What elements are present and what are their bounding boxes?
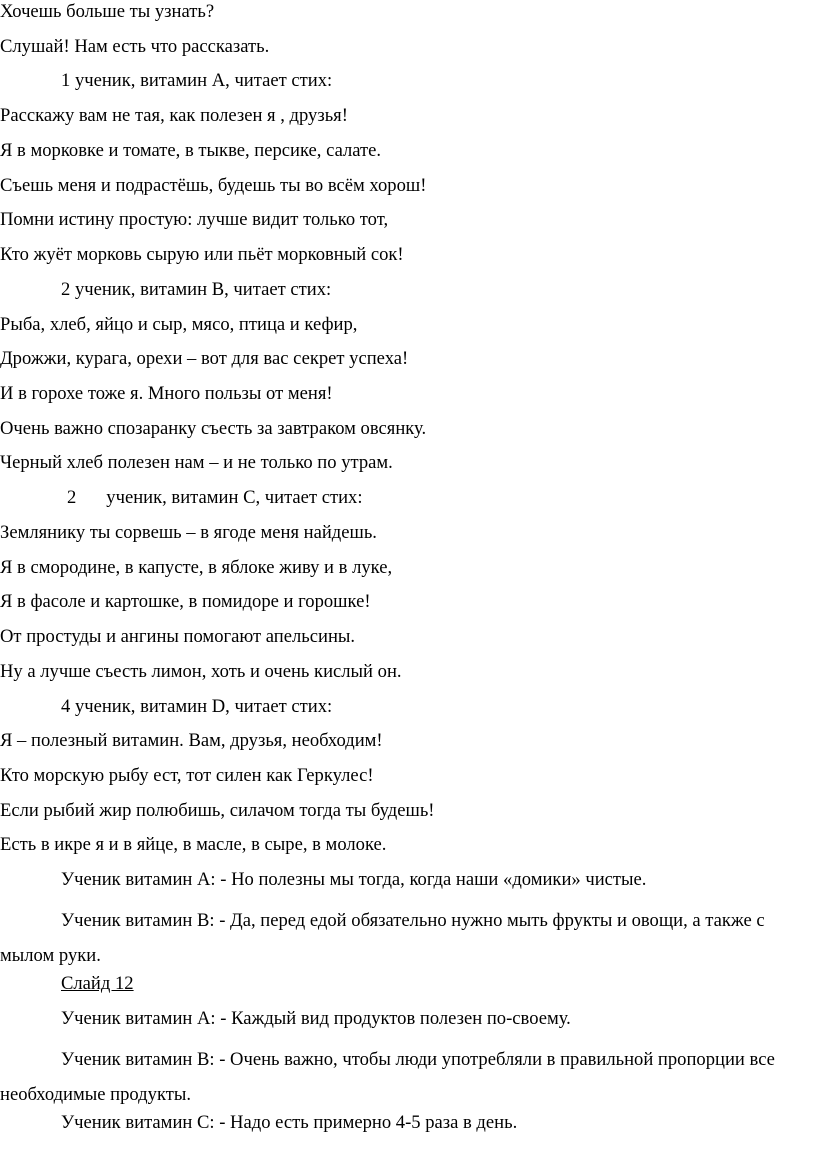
verse-line: Землянику ты сорвешь – в ягоде меня найдешь. xyxy=(0,522,377,543)
verse-line: Если рыбий жир полюбишь, силачом тогда ты будешь! xyxy=(0,800,435,821)
verse-line: Очень важно спозаранку съесть за завтраком овсянку. xyxy=(0,418,427,439)
verse-line: Помни истину простую: лучше видит только тот, xyxy=(0,209,389,230)
speaker-heading: 2 ученик, витамин В, читает стих: xyxy=(61,279,332,300)
verse-line: Я в фасоле и картошке, в помидоре и горошке! xyxy=(0,591,371,612)
dialogue-line: Ученик витамин С: - Надо есть примерно 4-5 раза в день. xyxy=(61,1112,518,1133)
speaker-heading-text: ученик, витамин С, читает стих: xyxy=(106,487,363,508)
verse-line: И в горохе тоже я. Много пользы от меня! xyxy=(0,383,333,404)
verse-line: Черный хлеб полезен нам – и не только по утрам. xyxy=(0,452,393,473)
verse-line: Кто морскую рыбу ест, тот силен как Геркулес! xyxy=(0,765,374,786)
verse-line: Есть в икре я и в яйце, в масле, в сыре, в молоке. xyxy=(0,834,387,855)
verse-line: Ну а лучше съесть лимон, хоть и очень кислый он. xyxy=(0,661,402,682)
dialogue-paragraph: Ученик витамин В: - Очень важно, чтобы люди употребляли в правильной пропорции все необходимые продукты. xyxy=(0,1049,775,1105)
dialogue-paragraph: Ученик витамин В: - Да, перед едой обязательно нужно мыть фрукты и овощи, а также с мылом руки. xyxy=(0,910,765,966)
verse-line: Расскажу вам не тая, как полезен я , друзья! xyxy=(0,105,348,126)
speaker-heading: 4 ученик, витамин D, читает стих: xyxy=(61,696,333,717)
dialogue-line: Ученик витамин А: - Каждый вид продуктов полезен по-своему. xyxy=(61,1008,571,1029)
speaker-heading: 1 ученик, витамин А, читает стих: xyxy=(61,70,333,91)
verse-line: Кто жуёт морковь сырую или пьёт морковный сок! xyxy=(0,244,404,265)
verse-line: Дрожжи, курага, орехи – вот для вас секрет успеха! xyxy=(0,348,409,369)
verse-line: Я в смородине, в капусте, в яблоке живу и в луке, xyxy=(0,557,393,578)
list-number: 2 xyxy=(67,487,77,508)
speaker-heading xyxy=(67,486,363,510)
verse-line: Съешь меня и подрастёшь, будешь ты во всём хорош! xyxy=(0,175,427,196)
verse-line: Рыба, хлеб, яйцо и сыр, мясо, птица и кефир, xyxy=(0,314,358,335)
slide-link[interactable]: Слайд 12 xyxy=(61,973,134,994)
verse-line: От простуды и ангины помогают апельсины. xyxy=(0,626,356,647)
text-line: Слушай! Нам есть что рассказать. xyxy=(0,36,270,57)
verse-line: Я – полезный витамин. Вам, друзья, необходим! xyxy=(0,730,383,751)
dialogue-line: Ученик витамин А: - Но полезны мы тогда, когда наши «домики» чистые. xyxy=(61,869,647,890)
verse-line: Я в морковке и томате, в тыкве, персике, салате. xyxy=(0,140,382,161)
text-line: Хочешь больше ты узнать? xyxy=(0,1,215,22)
